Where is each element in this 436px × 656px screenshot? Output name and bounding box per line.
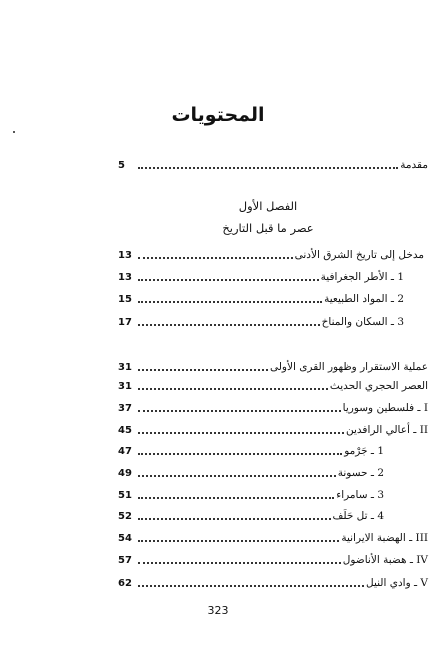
toc-entry-label: 1 ـ جَرْمو [344,445,384,457]
toc-page-number: 13 [118,272,132,283]
toc-entry [118,358,428,374]
toc-entry [118,421,428,437]
toc-entry [118,156,428,172]
chapter-heading: الفصل الأول [238,199,298,213]
toc-entry-label: العصر الحجري الحديث [329,380,428,392]
toc-entry-label: V ـ وادي النيل [366,577,428,589]
toc-page-number: 13 [118,250,132,261]
page-title: المحتويات [171,104,265,126]
toc-entry [118,464,384,480]
chapter-subtitle: عصر ما قبل التاريخ [222,221,314,235]
toc-entry-label: II ـ أعالي الرافدين [346,424,428,436]
toc-page-number: 47 [118,446,132,457]
dot-leader [138,369,268,371]
toc-page-number: 52 [118,511,132,522]
toc-entry [118,486,384,502]
toc-page-number: 45 [118,425,132,436]
dot-leader [138,279,319,281]
dot-leader [138,301,322,303]
toc-page-number: 37 [118,403,132,414]
dot-leader [138,562,341,564]
dot-leader [138,453,342,455]
toc-entry-label: مدخل إلى تاريخ الشرق الأدنى [294,249,424,261]
toc-entry [118,313,404,329]
dot-leader [138,410,341,412]
toc-page-number: 31 [118,362,132,373]
toc-entry-label: IV ـ هضبة الأناضول [342,554,428,566]
toc-entry [118,246,424,262]
toc-entry-label: I ـ فلسطين وسوريا [342,402,428,414]
toc-page-number: 57 [118,555,132,566]
toc-entry-label: مقدمة [400,159,428,171]
toc-entry-label: 3 ـ سامراء [336,489,384,501]
toc-page-number: 15 [118,294,132,305]
toc-entry-label: 2 ـ حسونة [337,467,384,479]
toc-entry [118,551,428,567]
toc-entry-label: 4 ـ تل حَلَف [332,510,384,522]
page-number: 323 [207,604,229,617]
dot-leader [138,518,331,520]
toc-page-number: 62 [118,578,132,589]
toc-entry-label: 2 ـ المواد الطبيعية [324,293,404,305]
toc-entry [118,399,428,415]
dot-leader [138,432,344,434]
toc-page-number: 17 [118,317,132,328]
toc-page-number: 49 [118,468,132,479]
toc-entry [118,442,384,458]
dot-leader [138,167,398,169]
dot-leader [138,585,364,587]
toc-page-number: 5 [118,160,125,171]
toc-entry-label: 3 ـ السكان والمناخ [321,316,404,328]
toc-entry [118,507,384,523]
toc-page-number: 51 [118,490,132,501]
stray-mark [13,131,15,133]
dot-leader [138,475,336,477]
toc-entry [118,377,428,393]
toc-entry-label: III ـ الهضبة الايرانية [341,532,428,544]
dot-leader [138,540,339,542]
dot-leader [138,324,320,326]
toc-entry [118,268,404,284]
toc-page-number: 54 [118,533,132,544]
toc-entry [118,290,404,306]
toc-entry [118,574,428,590]
dot-leader [138,257,293,259]
dot-leader [138,497,334,499]
toc-entry-label: عملية الاستقرار وظهور القرى الأولى [269,361,428,373]
dot-leader [138,388,328,390]
toc-page-number: 31 [118,381,132,392]
toc-entry [118,529,428,545]
toc-entry-label: 1 ـ الأطر الجغرافية [320,271,404,283]
